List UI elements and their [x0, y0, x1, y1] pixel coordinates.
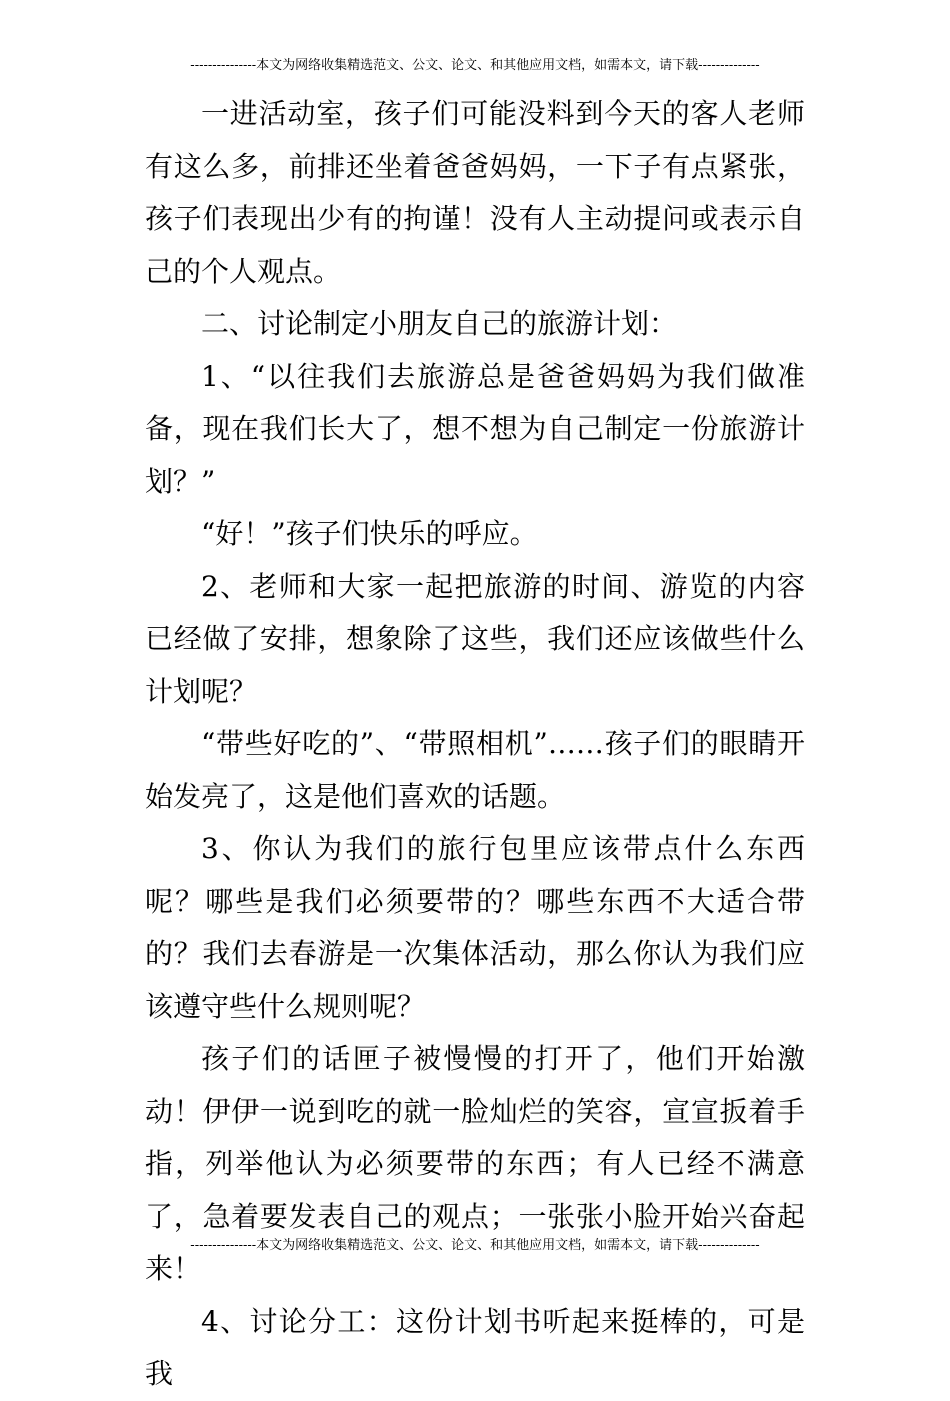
document-body [145, 88, 805, 1401]
paragraph-4: “好！”孩子们快乐的呼应。 [201, 517, 538, 550]
paragraph-3: 1、“以往我们去旅游总是爸爸妈妈为我们做准备，现在我们长大了，想不想为自己制定一份旅游计划？” [145, 359, 805, 498]
header-banner: ---------------本文为网络收集精选范文、公文、论文、和其他应用文档，如需本文，请下载-------------- [190, 58, 760, 73]
paragraph-9: 4、讨论分工：这份计划书听起来挺棒的，可是我 [145, 1304, 805, 1390]
paragraph-2: 二、讨论制定小朋友自己的旅游计划： [201, 307, 678, 340]
paragraph-5: 2、老师和大家一起把旅游的时间、游览的内容已经做了安排，想象除了这些，我们还应该做些什么计划呢？ [145, 569, 805, 708]
footer-banner: ---------------本文为网络收集精选范文、公文、论文、和其他应用文档，如需本文，请下载-------------- [190, 1238, 760, 1253]
paragraph-8: 孩子们的话匣子被慢慢的打开了，他们开始激动！伊伊一说到吃的就一脸灿烂的笑容，宣宣扳着手指，列举他认为必须要带的东西；有人已经不满意了，急着要发表自己的观点；一张张小脸开始兴奋起来！ [145, 1042, 805, 1285]
paragraph-1: 一进活动室，孩子们可能没料到今天的客人老师有这么多，前排还坐着爸爸妈妈，一下子有点紧张，孩子们表现出少有的拘谨！没有人主动提问或表示自己的个人观点。 [145, 97, 805, 288]
paragraph-6: “带些好吃的”、“带照相机”……孩子们的眼睛开始发亮了，这是他们喜欢的话题。 [145, 727, 805, 813]
paragraph-7: 3、你认为我们的旅行包里应该带点什么东西呢？哪些是我们必须要带的？哪些东西不大适合带的？我们去春游是一次集体活动，那么你认为我们应该遵守些什么规则呢？ [145, 832, 805, 1023]
